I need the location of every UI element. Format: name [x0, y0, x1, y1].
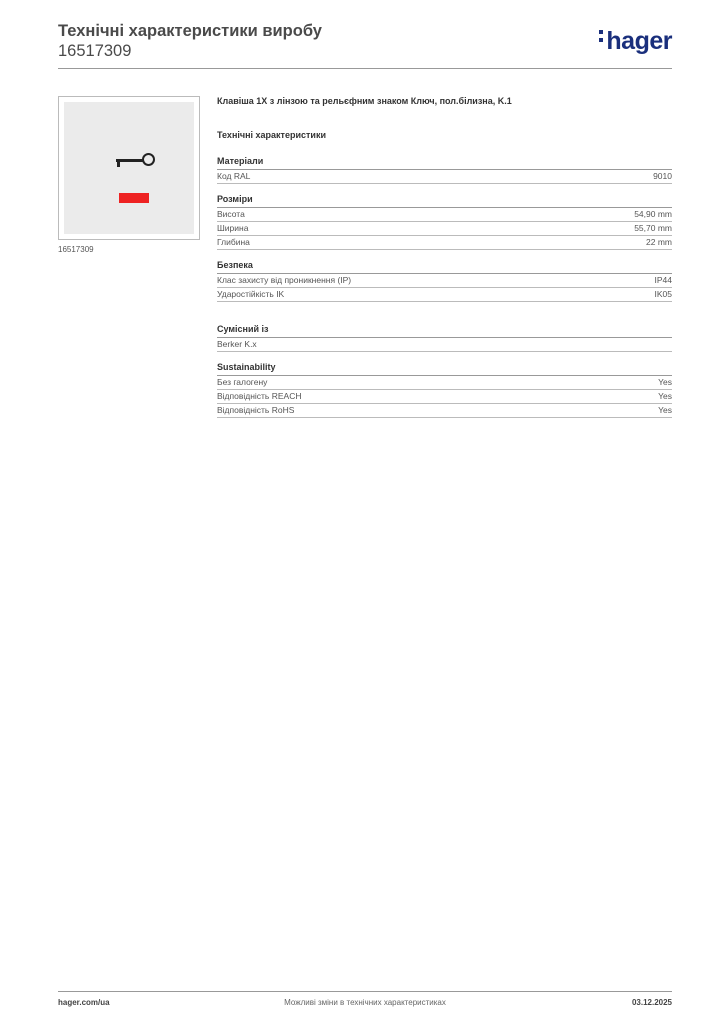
- spec-group: [217, 362, 672, 418]
- hager-logo: hager: [599, 27, 672, 56]
- spec-group-title: Безпека: [217, 260, 672, 274]
- logo-colon-icon: [599, 26, 604, 46]
- spec-label: Відповідність REACH: [217, 391, 302, 401]
- spec-label: Ударостійкість IK: [217, 289, 285, 299]
- spec-group: [217, 194, 672, 250]
- document-title: Технічні характеристики виробу: [58, 22, 322, 40]
- spec-value: Yes: [658, 405, 672, 415]
- product-image: [64, 102, 194, 234]
- spec-section-title: Технічні характеристики: [217, 130, 326, 140]
- spec-label: Без галогену: [217, 377, 268, 387]
- spec-label: Відповідність RoHS: [217, 405, 295, 415]
- red-lens: [119, 193, 149, 203]
- spec-value: 55,70 mm: [634, 223, 672, 233]
- spec-row: [217, 274, 672, 288]
- spec-row: [217, 208, 672, 222]
- spec-group-title: Розміри: [217, 194, 672, 208]
- footer-divider: [58, 991, 672, 992]
- spec-row: [217, 222, 672, 236]
- spec-row: [217, 288, 672, 302]
- spec-row: [217, 338, 672, 352]
- image-caption: 16517309: [58, 245, 94, 254]
- spec-groups: [217, 156, 672, 418]
- spec-label: Висота: [217, 209, 245, 219]
- spec-group: [217, 156, 672, 184]
- page-header: [58, 21, 672, 69]
- footer-note: Можливі зміни в технічних характеристиках: [284, 998, 446, 1007]
- key-symbol-icon: [116, 159, 143, 162]
- spec-group-title: Матеріали: [217, 156, 672, 170]
- spec-content: [217, 96, 672, 428]
- spec-label: Berker K.x: [217, 339, 257, 349]
- spec-label: Глибина: [217, 237, 250, 247]
- spec-label: Ширина: [217, 223, 249, 233]
- product-image-frame: [58, 96, 200, 240]
- product-code: 16517309: [58, 42, 132, 60]
- spec-row: [217, 170, 672, 184]
- spec-value: IK05: [654, 289, 672, 299]
- footer-date: 03.12.2025: [631, 998, 672, 1007]
- header-divider: [58, 68, 672, 69]
- spec-row: [217, 236, 672, 250]
- spec-row: [217, 404, 672, 418]
- spec-value: 9010: [653, 171, 672, 181]
- spec-label: Код RAL: [217, 171, 251, 181]
- spec-group-title: Sustainability: [217, 362, 672, 376]
- spec-value: Yes: [658, 391, 672, 401]
- product-name: Клавіша 1X з лінзою та рельєфним знаком Ключ, пол.білизна, K.1: [217, 96, 512, 106]
- spec-group-title: Сумісний із: [217, 324, 672, 338]
- footer-website[interactable]: hager.com/ua: [58, 998, 110, 1007]
- spec-value: 54,90 mm: [634, 209, 672, 219]
- spec-row: [217, 376, 672, 390]
- spec-label: Клас захисту від проникнення (IP): [217, 275, 352, 285]
- spec-row: [217, 390, 672, 404]
- spec-value: IP44: [654, 275, 672, 285]
- spec-value: Yes: [658, 377, 672, 387]
- spec-value: 22 mm: [646, 237, 672, 247]
- spec-group: [217, 324, 672, 352]
- spec-group: [217, 260, 672, 302]
